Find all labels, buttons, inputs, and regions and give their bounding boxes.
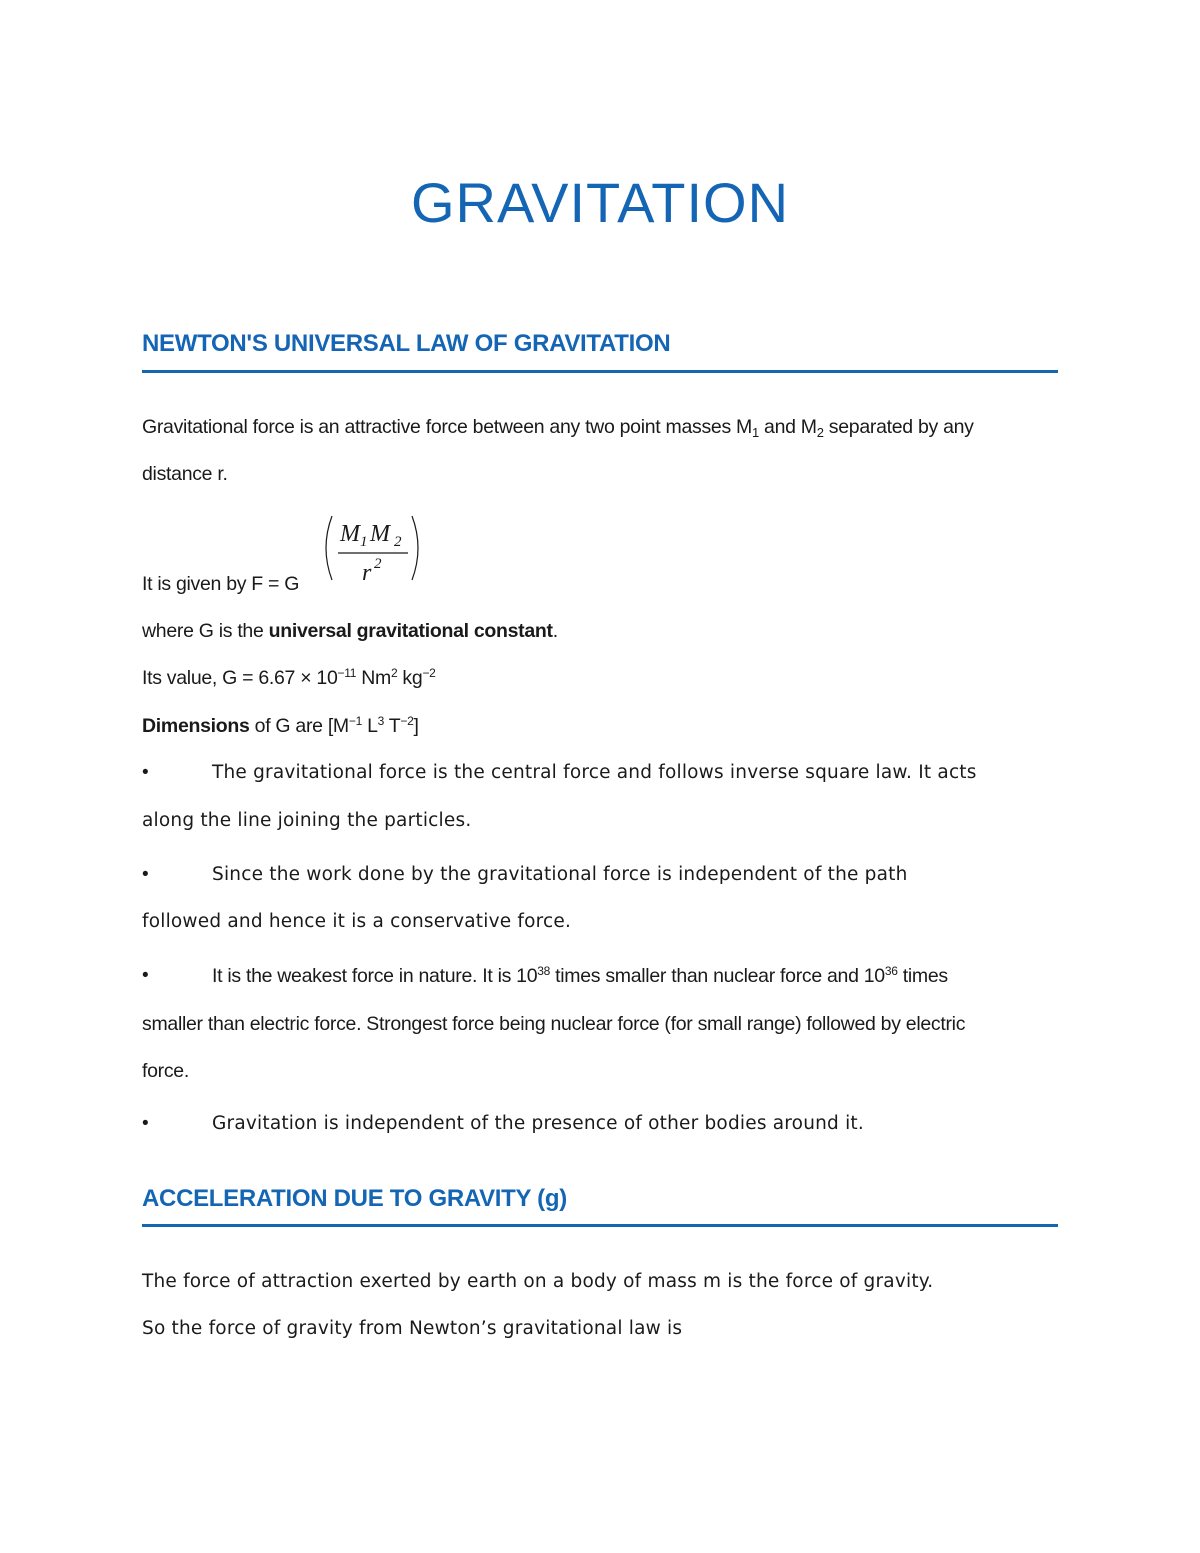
bullet-1-line-1: The gravitational force is the central force and follows inverse square law. It acts xyxy=(212,762,977,783)
gravitation-formula xyxy=(318,508,438,588)
bullet-icon: • xyxy=(142,965,149,986)
value-text: kg xyxy=(397,667,423,689)
where-text: . xyxy=(552,620,558,642)
constant-name: universal gravitational constant xyxy=(268,620,553,642)
where-text: where G is the xyxy=(142,620,269,642)
denominator-exponent: 2 xyxy=(374,556,382,572)
dimensions-text: T xyxy=(384,715,401,737)
value-text: Nm xyxy=(356,667,391,689)
numerator-sub2: 2 xyxy=(394,534,402,550)
dimensions-label: Dimensions xyxy=(142,715,250,737)
intro-paragraph-line-2: distance r. xyxy=(142,463,228,485)
bullet-2-line-1: Since the work done by the gravitational force is independent of the path xyxy=(212,864,908,885)
bullet-text: times smaller than nuclear force and 10 xyxy=(550,965,885,987)
bullet-icon: • xyxy=(142,762,149,783)
bullet-3-line-3: force. xyxy=(142,1060,189,1082)
gravity-paragraph-line-2: So the force of gravity from Newton’s gravitational law is xyxy=(142,1318,683,1339)
section-heading-acceleration: ACCELERATION DUE TO GRAVITY (g) xyxy=(142,1185,567,1212)
dimensions-text: ] xyxy=(413,715,419,737)
formula-prefix: It is given by F = G xyxy=(142,573,300,595)
superscript: −2 xyxy=(400,714,414,728)
subscript: 1 xyxy=(751,425,759,440)
bullet-text: times xyxy=(897,965,948,987)
superscript: 2 xyxy=(390,666,398,680)
bullet-text: It is the weakest force in nature. It is 10 xyxy=(212,965,538,987)
document-title: GRAVITATION xyxy=(410,171,790,234)
bullet-1-line-2: along the line joining the particles. xyxy=(142,810,472,831)
superscript: −11 xyxy=(337,666,357,680)
intro-text: separated by any xyxy=(823,416,974,438)
value-line xyxy=(142,666,1058,690)
bullet-3-line-1 xyxy=(212,964,1058,988)
gravity-paragraph-line-1: The force of attraction exerted by earth on a body of mass m is the force of gravity. xyxy=(142,1271,934,1292)
bullet-4-line-1: Gravitation is independent of the presence of other bodies around it. xyxy=(212,1113,864,1134)
superscript: 38 xyxy=(537,964,551,978)
bullet-2-line-2: followed and hence it is a conservative force. xyxy=(142,911,572,932)
section-heading-newtons-law: NEWTON'S UNIVERSAL LAW OF GRAVITATION xyxy=(142,330,671,357)
superscript: −1 xyxy=(348,714,362,728)
subscript: 2 xyxy=(816,425,824,440)
superscript: 36 xyxy=(884,964,898,978)
intro-text: and M xyxy=(758,416,817,438)
right-parenthesis xyxy=(412,516,418,580)
section-rule xyxy=(142,370,1058,373)
numerator-m2: M xyxy=(370,521,390,547)
left-parenthesis xyxy=(326,516,332,580)
denominator-r: r xyxy=(362,560,372,586)
dimensions-text: of G are [M xyxy=(249,715,349,737)
formula-graphic xyxy=(318,508,438,588)
superscript: 3 xyxy=(377,714,385,728)
intro-text: Gravitational force is an attractive force between any two point masses M xyxy=(142,416,752,438)
numerator-sub1: 1 xyxy=(360,534,368,550)
intro-paragraph-line-1 xyxy=(142,415,1058,439)
dimensions-text: L xyxy=(361,715,378,737)
bullet-icon: • xyxy=(142,864,149,885)
bullet-3-line-2: smaller than electric force. Strongest force being nuclear force (for small range) followed by electric xyxy=(142,1013,966,1035)
section-rule xyxy=(142,1224,1058,1227)
superscript: −2 xyxy=(422,666,436,680)
bullet-icon: • xyxy=(142,1113,149,1134)
value-text: Its value, G = 6.67 × 10 xyxy=(142,667,338,689)
dimensions-line xyxy=(142,714,1058,738)
numerator-m1: M xyxy=(340,521,360,547)
where-line xyxy=(142,619,1058,643)
